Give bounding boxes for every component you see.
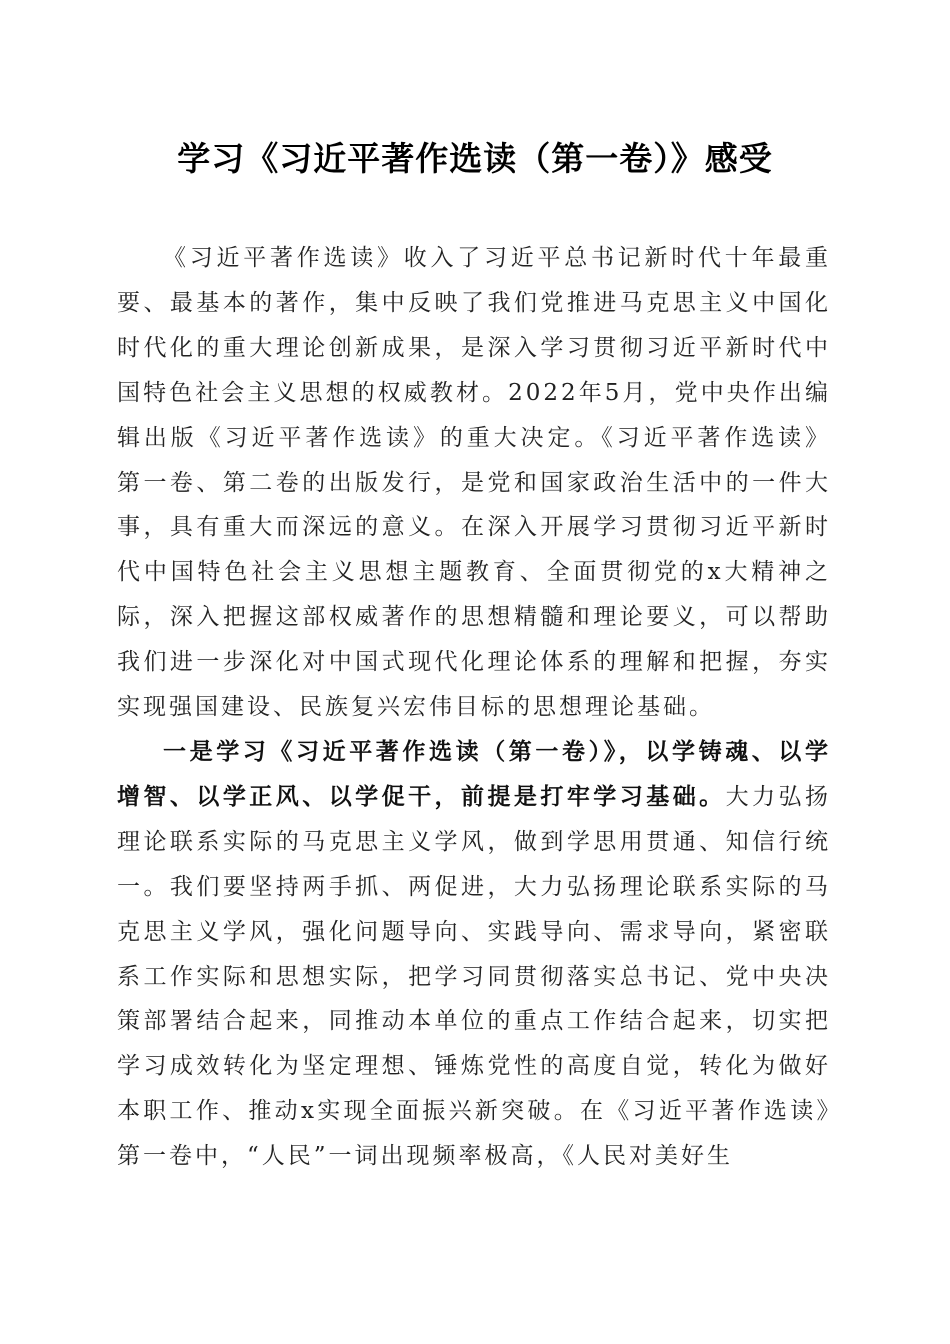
paragraph-intro-text: 《习近平著作选读》收入了习近平总书记新时代十年最重要、最基本的著作，集中反映了我们党推进马克思主义中国化时代化的重大理论创新成果，是深入学习贯彻习近平新时代中国特色社会主义思想的权威教材。2022年5月，党中央作出编辑出版《习近平著作选读》的重大决定。《习近平著作选读》第一卷、第二卷的出版发行，是党和国家政治生活中的一件大事，具有重大而深远的意义。在深入开展学习贯彻习近平新时代中国特色社会主义思想主题教育、全面贯彻党的x大精神之际，深入把握这部权威著作的思想精髓和理论要义，可以帮助我们进一步深化对中国式现代化理论体系的理解和把握，夯实实现强国建设、民族复兴宏伟目标的思想理论基础。 bbox=[117, 245, 831, 721]
document-title: 学习《习近平著作选读（第一卷）》感受 bbox=[177, 139, 773, 178]
paragraph-point-one-text: 大力弘扬理论联系实际的马克思主义学风，做到学思用贯通、知信行统一。我们要坚持两手抓、两促进，大力弘扬理论联系实际的马克思主义学风，强化问题导向、实践导向、需求导向，紧密联系工作实际和思想实际，把学习同贯彻落实总书记、党中央决策部署结合起来，同推动本单位的重点工作结合起来，切实把学习成效转化为坚定理想、锤炼党性的高度自觉，转化为做好本职工作、推动x实现全面振兴新突破。在《习近平著作选读》第一卷中，“人民”一词出现频率极高，《人民对美好生 bbox=[117, 783, 832, 1170]
document-body bbox=[117, 236, 831, 1179]
paragraph-intro bbox=[117, 236, 831, 730]
paragraph-point-one bbox=[117, 730, 831, 1179]
paragraph-point-one-lead: 一是学习《习近平著作选读（第一卷）》，以学铸魂、以学增智、以学正风、以学促干，前提是打牢学习基础。 bbox=[117, 737, 831, 810]
